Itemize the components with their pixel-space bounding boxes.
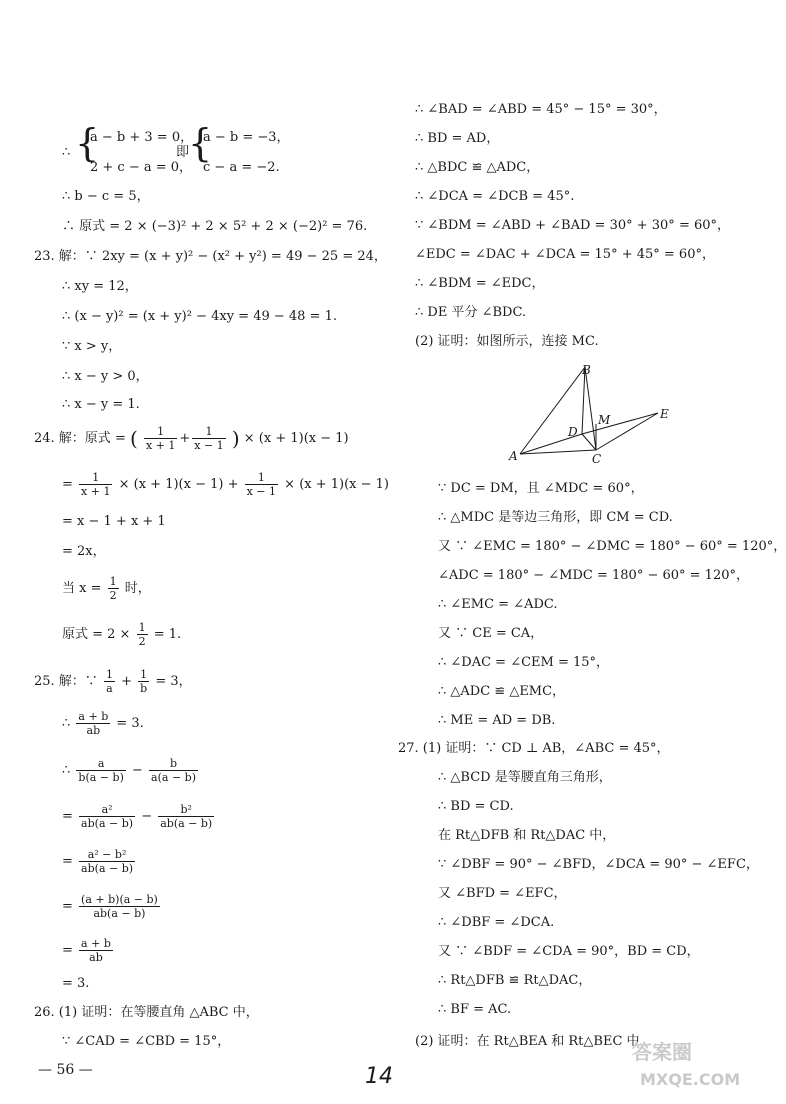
system2-eq-a: a − b = −3， <box>203 130 290 145</box>
fraction: $\frac{1}{x + 1}$ <box>145 425 176 452</box>
segment-de <box>582 413 658 434</box>
r-line5: ∵ ∠BDM = ∠ABD + ∠BAD = 30° + 30° = 60°， <box>415 218 731 233</box>
fraction: $\frac{\text{a² − b²}}{ab(a - b)}$ <box>81 848 134 875</box>
watermark-logo-text: 答案圈 <box>632 1040 692 1064</box>
r-line23: ∵ ∠DBF = 90° − ∠BFD，∠DCA = 90° − ∠EFC， <box>438 857 759 872</box>
label-d: D <box>568 425 578 439</box>
r-line28: ∴ BF = AC. <box>438 1002 512 1017</box>
p23-line4: ∵ x > y， <box>62 339 122 354</box>
p23-line5: ∴ x − y > 0， <box>62 369 149 384</box>
r-line25: ∴ ∠DBF = ∠DCA. <box>438 915 555 930</box>
system1-eq-b: 2 + c − a = 0， <box>90 160 193 175</box>
fraction: $\frac{a + b}{ab}$ <box>81 937 111 964</box>
r-line27: ∴ Rt△DFB ≌ Rt△DAC， <box>438 973 592 988</box>
r-line6: ∠EDC = ∠DAC + ∠DCA = 15° + 45° = 60°， <box>415 247 715 262</box>
r-line22: 在 Rt△DFB 和 Rt△DAC 中， <box>438 828 616 843</box>
r-line8: ∴ DE 平分 ∠BDC. <box>415 305 527 320</box>
p24-line5: 当 x = $\frac{1}{2}$ 时， <box>62 575 151 602</box>
r-line14: ∴ ∠EMC = ∠ADC. <box>438 597 558 612</box>
r-line3: ∴ △BDC ≌ △ADC， <box>415 160 540 175</box>
handwritten-page-mark: 14 <box>365 1064 393 1089</box>
system2-eq-b: c − a = −2. <box>203 160 280 175</box>
fraction: $\frac{\text{a²}}{ab(a - b)}$ <box>81 803 134 830</box>
fraction: $\frac{a + b}{ab}$ <box>78 710 109 737</box>
r-line20: ∴ △BCD 是等腰直角三角形， <box>438 770 612 785</box>
ji-label: 即 <box>176 145 190 160</box>
p23-line3: ∴ (x − y)² = (x + y)² − 4xy = 49 − 48 = 1. <box>62 309 337 324</box>
label-e: E <box>660 407 669 421</box>
geometry-figure <box>500 362 680 467</box>
r-line26: 又 ∵ ∠BDF = ∠CDA = 90°，BD = CD， <box>438 944 700 959</box>
p23-line6: ∴ x − y = 1. <box>62 397 140 412</box>
label-a: A <box>509 449 518 463</box>
label-c: C <box>592 452 602 466</box>
line-b-minus-c: ∴ b − c = 5， <box>62 189 150 204</box>
fraction: $\frac{a}{b(a - b)}$ <box>78 757 124 784</box>
system-brace-2: { <box>188 121 213 165</box>
r-line15: 又 ∵ CE = CA， <box>438 626 544 641</box>
system1-eq-a: a − b + 3 = 0， <box>90 130 194 145</box>
p24-line3: = x − 1 + x + 1 <box>62 514 166 529</box>
fraction: $\frac{1}{x - 1}$ <box>246 471 277 498</box>
r-line11: ∴ △MDC 是等边三角形，即 CM = CD. <box>438 510 673 525</box>
label-m: M <box>598 413 611 427</box>
p25-line5: = $\frac{\text{a² − b²}}{ab(a - b)}$ <box>62 848 134 875</box>
r-line21: ∴ BD = CD. <box>438 799 514 814</box>
p23-line2: ∴ xy = 12， <box>62 279 138 294</box>
watermark-url: MXQE.COM <box>640 1070 741 1089</box>
therefore-symbol: ∴ <box>62 145 71 160</box>
r-line1: ∴ ∠BAD = ∠ABD = 45° − 15° = 30°， <box>415 102 667 117</box>
r-line17: ∴ △ADC ≌ △EMC， <box>438 684 566 699</box>
r-line9: (2) 证明：如图所示，连接 MC. <box>415 334 599 349</box>
system-brace-1: { <box>75 121 100 165</box>
fraction: $\frac{1}{2}$ <box>138 621 146 648</box>
r-line12: 又 ∵ ∠EMC = 180° − ∠DMC = 180° − 60° = 120°， <box>438 539 786 554</box>
fraction: $\frac{1}{a}$ <box>105 668 113 695</box>
p25-line3: ∴ $\frac{a}{b(a - b)}$ − $\frac{b}{a(a - b)}$ <box>62 757 196 784</box>
fraction: $\frac{1}{x + 1}$ <box>81 471 111 498</box>
p25-line6: = $\frac{(a + b)(a - b)}{ab(a - b)}$ <box>62 893 158 920</box>
r-line13: ∠ADC = 180° − ∠MDC = 180° − 60° = 120°， <box>438 568 749 583</box>
segment-ab <box>520 367 585 454</box>
p26-line2: ∵ ∠CAD = ∠CBD = 15°， <box>62 1034 231 1049</box>
p26-line1: 26. (1) 证明：在等腰直角 △ABC 中， <box>34 1005 259 1020</box>
segment-bd <box>582 367 585 434</box>
line-original-result: ∴ 原式 = 2 × (−3)² + 2 × 5² + 2 × (−2)² = 76. <box>62 219 368 234</box>
fraction: $\frac{1}{x - 1}$ <box>194 425 224 452</box>
fraction: $\frac{(a + b)(a - b)}{ab(a - b)}$ <box>81 893 158 920</box>
page-number: — 56 — <box>38 1062 93 1078</box>
r-line24: 又 ∠BFD = ∠EFC， <box>438 886 567 901</box>
fraction: $\frac{\text{b²}}{ab(a - b)}$ <box>160 803 213 830</box>
p25-line8: = 3. <box>62 976 90 991</box>
p23-line1: 23. 解：∵ 2xy = (x + y)² − (x² + y²) = 49 − 25 = 24， <box>34 249 387 264</box>
r-line29: (2) 证明：在 Rt△BEA 和 Rt△BEC 中 <box>415 1034 640 1049</box>
fraction: $\frac{1}{b}$ <box>140 668 148 695</box>
r-line4: ∴ ∠DCA = ∠DCB = 45°. <box>415 189 575 204</box>
p25-line4: = $\frac{\text{a²}}{ab(a - b)}$ − $\frac{\text{b²}}{ab(a - b)}$ <box>62 803 213 830</box>
r-line7: ∴ ∠BDM = ∠EDC， <box>415 276 545 291</box>
fraction: $\frac{b}{a(a - b)}$ <box>151 757 196 784</box>
fraction: $\frac{1}{2}$ <box>109 575 117 602</box>
p24-line1: 24. 解：原式 = ( $\frac{1}{x + 1}$ + $\frac{1}{x - 1}$ ) × (x + 1)(x − 1) <box>34 425 349 452</box>
label-b: B <box>582 363 591 377</box>
r-line18: ∴ ME = AD = DB. <box>438 713 556 728</box>
p24-line6: 原式 = 2 × $\frac{1}{2}$ = 1. <box>62 621 182 648</box>
p25-line7: = $\frac{a + b}{ab}$ <box>62 937 111 964</box>
p25-line1: 25. 解：∵ $\frac{1}{a}$ + $\frac{1}{b}$ = 3， <box>34 668 192 695</box>
p25-line2: ∴ $\frac{a + b}{ab}$ = 3. <box>62 710 144 737</box>
p24-line4: = 2x， <box>62 544 106 559</box>
p24-line2: = $\frac{1}{x + 1}$ × (x + 1)(x − 1) + $\frac{1}{x - 1}$ × (x + 1)(x − 1) <box>62 471 390 498</box>
r-line10: ∵ DC = DM，且 ∠MDC = 60°， <box>438 481 644 496</box>
r-line16: ∴ ∠DAC = ∠CEM = 15°， <box>438 655 610 670</box>
segment-bc <box>585 367 596 450</box>
r-line19: 27. (1) 证明：∵ CD ⊥ AB，∠ABC = 45°， <box>398 741 670 756</box>
r-line2: ∴ BD = AD， <box>415 131 500 146</box>
